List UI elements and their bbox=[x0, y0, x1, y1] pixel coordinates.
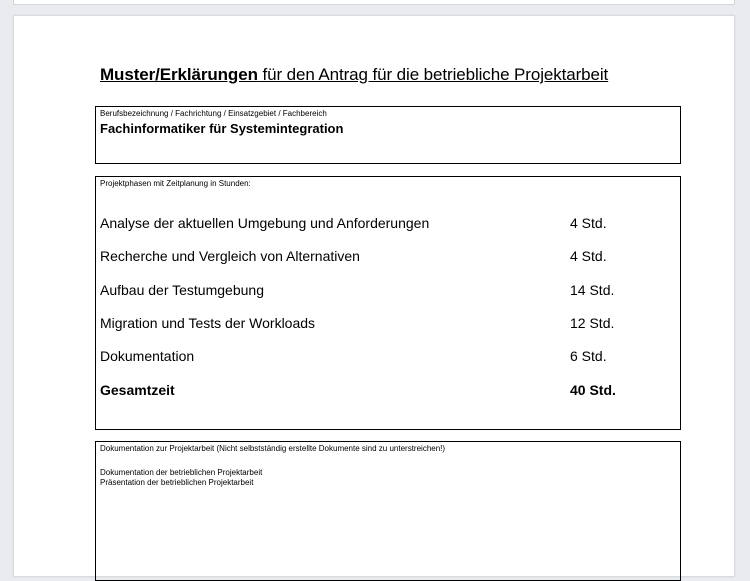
phase-name: Analyse der aktuellen Umgebung und Anforderungen bbox=[100, 215, 430, 231]
phase-hours: 14 Std. bbox=[570, 282, 615, 298]
documentation-item: Dokumentation der betrieblichen Projektarbeit bbox=[100, 468, 263, 477]
documentation-item: Präsentation der betrieblichen Projektarbeit bbox=[100, 478, 254, 487]
document-page bbox=[13, 15, 735, 577]
documentation-list bbox=[100, 468, 262, 488]
profession-value: Fachinformatiker für Systemintegration bbox=[100, 121, 344, 136]
previous-page-edge bbox=[13, 0, 735, 5]
phase-hours: 4 Std. bbox=[570, 215, 607, 231]
phase-name: Migration und Tests der Workloads bbox=[100, 315, 316, 331]
phases-box bbox=[95, 176, 681, 430]
profession-box bbox=[95, 106, 681, 164]
title-rest-part: für den Antrag für die betriebliche Projektarbeit bbox=[257, 65, 609, 84]
documentation-box bbox=[95, 441, 681, 581]
phase-row bbox=[100, 315, 670, 335]
phase-hours: 6 Std. bbox=[570, 348, 607, 364]
phase-row bbox=[100, 282, 670, 302]
phase-row bbox=[100, 215, 670, 235]
phase-name: Recherche und Vergleich von Alternativen bbox=[100, 248, 360, 264]
total-name: Gesamtzeit bbox=[100, 382, 175, 398]
title-bold-part: Muster/Erklärungen bbox=[100, 65, 258, 84]
profession-label: Berufsbezeichnung / Fachrichtung / Einsatzgebiet / Fachbereich bbox=[100, 109, 327, 118]
phase-hours: 12 Std. bbox=[570, 315, 615, 331]
documentation-label: Dokumentation zur Projektarbeit (Nicht selbstständig erstellte Dokumente sind zu unterstreichen!) bbox=[100, 444, 446, 453]
phases-label: Projektphasen mit Zeitplanung in Stunden: bbox=[100, 179, 251, 188]
phase-name: Aufbau der Testumgebung bbox=[100, 282, 264, 298]
phase-row bbox=[100, 248, 670, 268]
phase-hours: 4 Std. bbox=[570, 248, 607, 264]
page-title bbox=[100, 65, 608, 85]
total-row bbox=[100, 382, 670, 402]
phase-row bbox=[100, 348, 670, 368]
phase-name: Dokumentation bbox=[100, 348, 195, 364]
total-hours: 40 Std. bbox=[570, 382, 616, 398]
